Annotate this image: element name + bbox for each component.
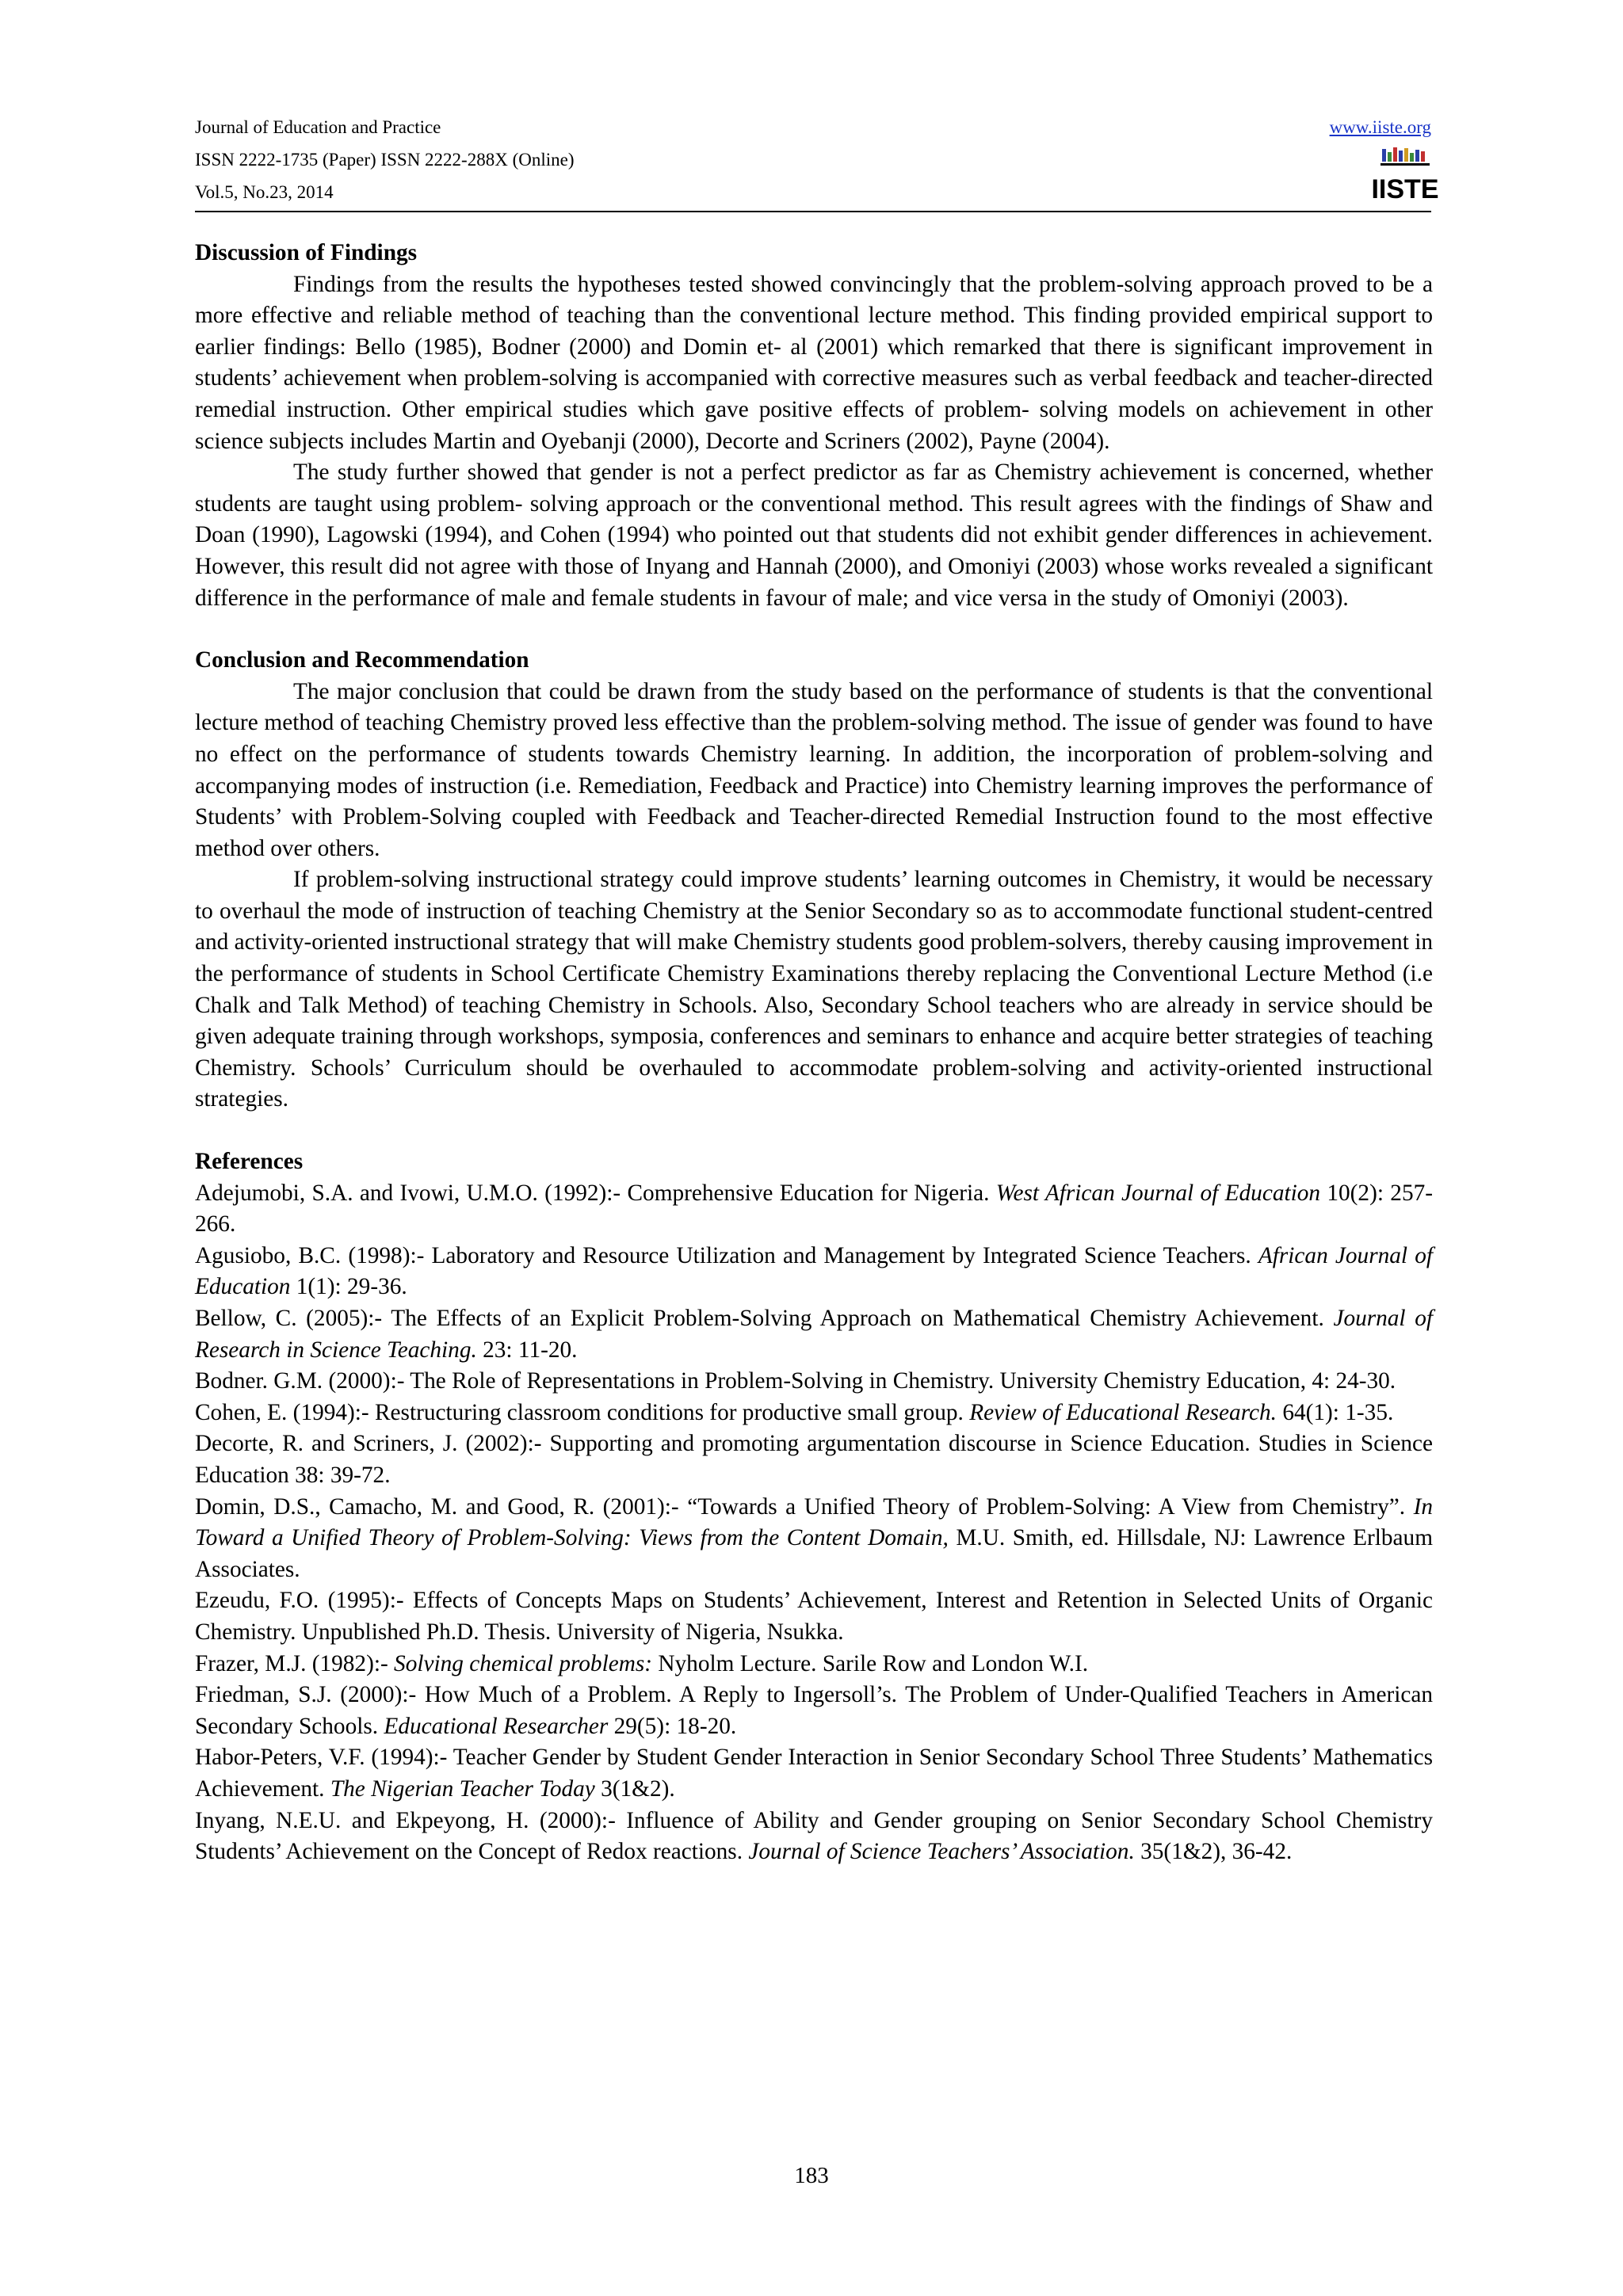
page-number: 183	[794, 2163, 829, 2188]
reference-entry: Frazer, M.J. (1982):- Solving chemical problems: Nyholm Lecture. Sarile Row and London W.I.	[195, 1650, 1089, 1676]
reference-entry: Adejumobi, S.A. and Ivowi, U.M.O. (1992):- Comprehensive Education for Nigeria. West African Journal of Education 10(2): 257-266.	[195, 1180, 1433, 1238]
iiste-logo	[1371, 147, 1439, 204]
reference-entry: Agusiobo, B.C. (1998):- Laboratory and Resource Utilization and Management by Integrated Science Teachers. African Journal of Education 1(1): 29-36.	[195, 1242, 1433, 1300]
reference-entry: Ezeudu, F.O. (1995):- Effects of Concepts Maps on Students’ Achievement, Interest and Retention in Selected Units of Organic Chemistry. Unpublished Ph.D. Thesis. University of Nigeria, Nsukka.	[195, 1588, 1433, 1645]
svg-text:IISTE: IISTE	[1371, 174, 1439, 204]
page-header	[195, 111, 1439, 212]
conclusion-paragraph-2: If problem-solving instructional strategy could improve students’ learning outcomes in Chemistry, it would be necessary to overhaul the mode of instruction of teaching Chemistry at the Senior Secondary so as to accommodate functional student-centred and activity-oriented instructional strategy that will make Chemistry students good problem-solvers, thereby causing improvement in the performance of students in School Certificate Chemistry Examinations thereby replacing the Conventional Lecture Method (i.e Chalk and Talk Method) of teaching Chemistry in Schools. Also, Secondary School teachers who are already in service should be given adequate training through workshops, symposia, conferences and seminars to enhance and acquire better strategies of teaching Chemistry. Schools’ Curriculum should be overhauled to accommodate problem-solving and activity-oriented instructional strategies.	[195, 867, 1433, 1112]
journal-website-link[interactable]: www.iiste.org	[1329, 117, 1431, 137]
reference-entry: Friedman, S.J. (2000):- How Much of a Problem. A Reply to Ingersoll’s. The Problem of Under-Qualified Teachers in American Secondary Schools. Educational Researcher 29(5): 18-20.	[195, 1682, 1433, 1739]
reference-entry: Habor-Peters, V.F. (1994):- Teacher Gender by Student Gender Interaction in Senior Secondary School Three Students’ Mathematics Achievement. The Nigerian Teacher Today 3(1&2).	[195, 1745, 1433, 1802]
reference-entry: Inyang, N.E.U. and Ekpeyong, H. (2000):- Influence of Ability and Gender grouping on Senior Secondary School Chemistry Students’ Achievement on the Concept of Redox reactions. Journal of Science Teachers’ Association. 35(1&2), 36-42.	[195, 1807, 1433, 1865]
conclusion-paragraph-1: The major conclusion that could be drawn from the study based on the performance of students is that the conventional lecture method of teaching Chemistry proved less effective than the problem-solving method. The issue of gender was found to have no effect on the performance of students towards Chemistry learning. In addition, the incorporation of problem-solving and accompanying modes of instruction (i.e. Remediation, Feedback and Practice) into Chemistry learning improves the performance of Students’ with Problem-Solving coupled with Feedback and Teacher-directed Remedial Instruction found to the most effective method over others.	[195, 678, 1433, 861]
volume-line: Vol.5, No.23, 2014	[195, 182, 334, 202]
reference-entry: Cohen, E. (1994):- Restructuring classroom conditions for productive small group. Review of Educational Research. 64(1): 1-35.	[195, 1399, 1394, 1425]
reference-entry: Decorte, R. and Scriners, J. (2002):- Supporting and promoting argumentation discourse in Science Education. Studies in Science Education 38: 39-72.	[195, 1431, 1433, 1488]
article-body	[195, 238, 1433, 1868]
discussion-paragraph-2: The study further showed that gender is not a perfect predictor as far as Chemistry achievement is concerned, whether students are taught using problem- solving approach or the conventional method. This result agrees with the findings of Shaw and Doan (1990), Lagowski (1994), and Cohen (1994) who pointed out that students did not exhibit gender differences in achievement. However, this result did not agree with those of Inyang and Hannah (2000), and Omoniyi (2003) whose works revealed a significant difference in the performance of male and female students in favour of male; and vice versa in the study of Omoniyi (2003).	[195, 460, 1433, 611]
journal-name: Journal of Education and Practice	[195, 117, 441, 137]
reference-list	[195, 1178, 1433, 1868]
issn-line: ISSN 2222-1735 (Paper) ISSN 2222-288X (Online)	[195, 150, 575, 170]
references-heading: References	[195, 1149, 304, 1175]
conclusion-heading: Conclusion and Recommendation	[195, 647, 529, 673]
reference-entry: Bellow, C. (2005):- The Effects of an Explicit Problem-Solving Approach on Mathematical Chemistry Achievement. Journal of Research in Science Teaching. 23: 11-20.	[195, 1306, 1433, 1363]
reference-entry: Domin, D.S., Camacho, M. and Good, R. (2001):- “Towards a Unified Theory of Problem-Solving: A View from Chemistry”. In Toward a Unified Theory of Problem-Solving: Views from the Content Domain, M.U. Smith, ed. Hillsdale, NJ: Lawrence Erlbaum Associates.	[195, 1493, 1433, 1582]
discussion-paragraph-1: Findings from the results the hypotheses tested showed convincingly that the problem-solving approach proved to be a more effective and reliable method of teaching than the conventional lecture method. This finding provided empirical support to earlier findings: Bello (1985), Bodner (2000) and Domin et- al (2001) which remarked that there is significant improvement in students’ achievement when problem-solving is accompanied with corrective measures such as verbal feedback and teacher-directed remedial instruction. Other empirical studies which gave positive effects of problem- solving models on achievement in other science subjects includes Martin and Oyebanji (2000), Decorte and Scriners (2002), Payne (2004).	[195, 271, 1433, 454]
discussion-heading: Discussion of Findings	[195, 240, 418, 265]
reference-entry: Bodner. G.M. (2000):- The Role of Representations in Problem-Solving in Chemistry. University Chemistry Education, 4: 24-30.	[195, 1368, 1396, 1394]
